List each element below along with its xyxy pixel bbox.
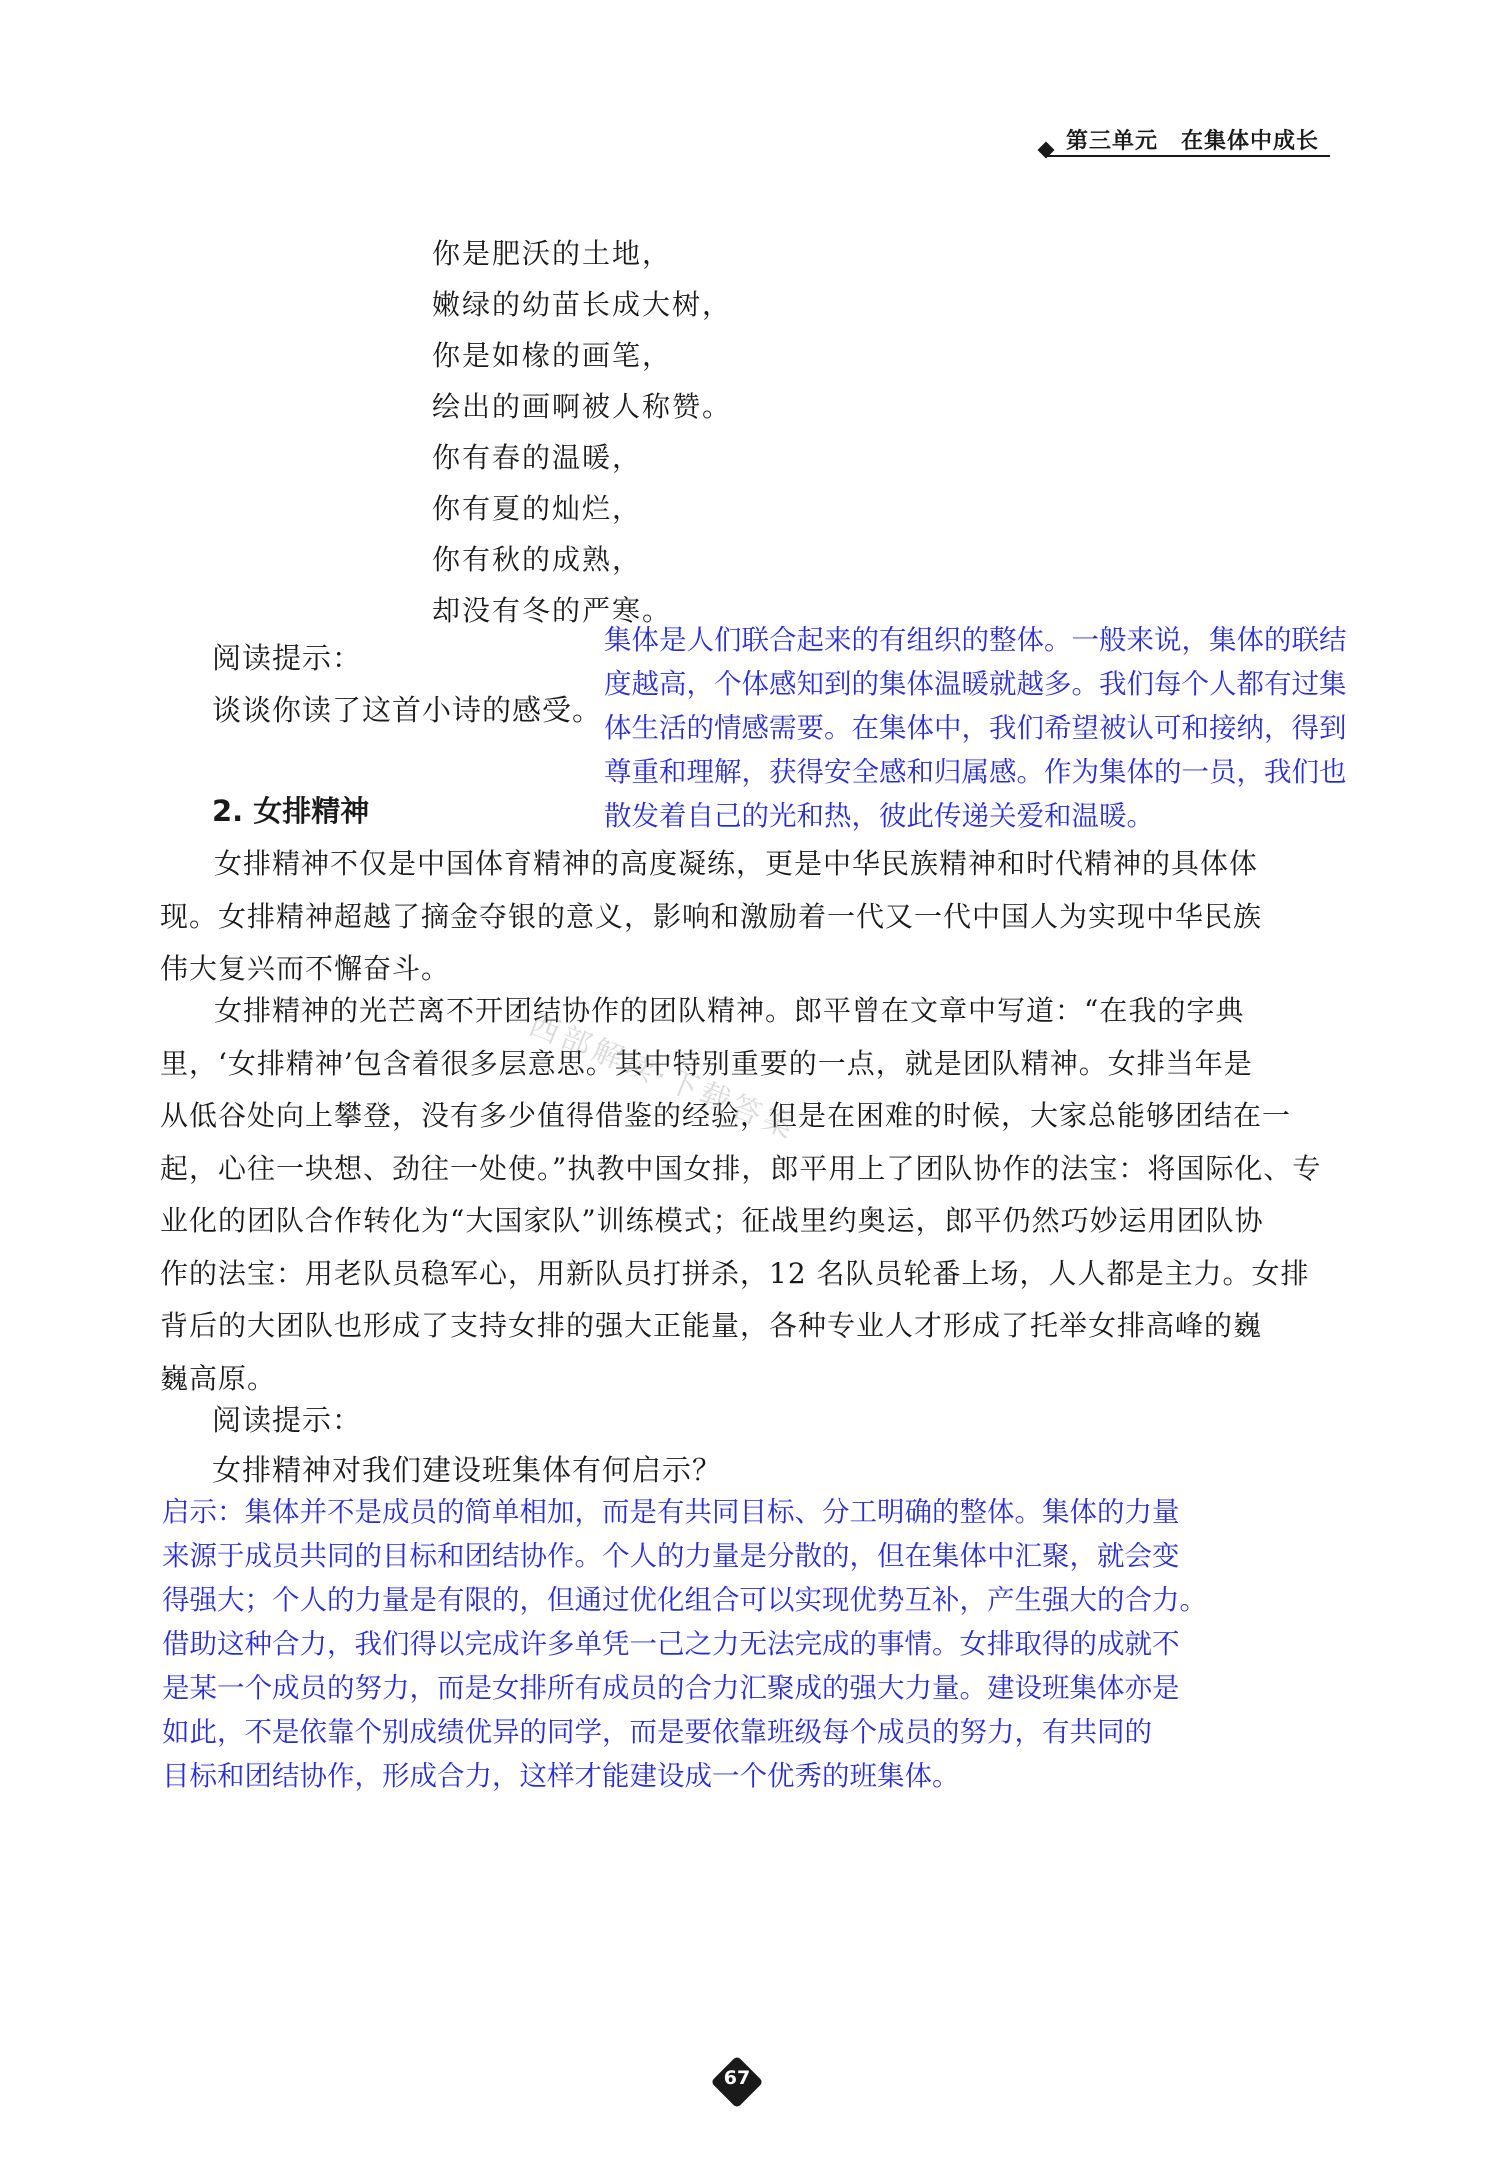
- poem-line: 你有秋的成熟，: [432, 543, 643, 576]
- unit-header: [1040, 124, 1330, 158]
- page-number: [713, 2058, 761, 2106]
- poem-line: 嫩绿的幼苗长成大树，: [432, 288, 733, 321]
- answer-line: 散发着自己的光和热，彼此传递关爱和温暖。: [604, 800, 1154, 832]
- poem-line: 你有春的温暖，: [432, 441, 643, 474]
- reading-hint-label: 阅读提示：: [212, 1403, 363, 1437]
- answer-line: 度越高，个体感知到的集体温暖就越多。我们每个人都有过集: [604, 668, 1347, 700]
- poem-line: 你是如椽的画笔，: [432, 339, 673, 372]
- paragraph-line: 女排精神的光芒离不开团结协作的团队精神。郎平曾在文章中写道：“在我的字典: [214, 994, 1245, 1027]
- answer-block: [162, 1490, 1207, 1798]
- poem-line: 绘出的画啊被人称赞。: [432, 390, 733, 423]
- answer-line: 得强大；个人的力量是有限的，但通过优化组合可以实现优势互补，产生强大的合力。: [162, 1584, 1207, 1616]
- reading-hint-question: 女排精神对我们建设班集体有何启示？: [212, 1453, 723, 1487]
- watermark: 西部解读·下载答案: [523, 1007, 802, 1147]
- answer-line: 体生活的情感需要。在集体中，我们希望被认可和接纳，得到: [604, 712, 1347, 744]
- paragraph: [160, 838, 1330, 996]
- section-title: 2. 女排精神: [212, 794, 370, 828]
- answer-line: 启示：集体并不是成员的简单相加，而是有共同目标、分工明确的整体。集体的力量: [162, 1496, 1180, 1528]
- paragraph-line: 作的法宝：用老队员稳军心，用新队员打拼杀，12 名队员轮番上场，人人都是主力。女排: [160, 1256, 1310, 1290]
- answer-line: 来源于成员共同的目标和团结协作。个人的力量是分散的，但在集体中汇聚，就会变: [162, 1540, 1180, 1572]
- paragraph: [160, 985, 1330, 1405]
- answer-line: 目标和团结协作，形成合力，这样才能建设成一个优秀的班集体。: [162, 1760, 960, 1792]
- paragraph-line: 伟大复兴而不懈奋斗。: [160, 952, 451, 985]
- poem-line: 你有夏的灿烂，: [432, 492, 643, 525]
- paragraph-line: 起，心往一块想、劲往一处使。”执教中国女排，郎平用上了团队协作的法宝：将国际化、专: [160, 1151, 1322, 1185]
- paragraph-line: 现。女排精神超越了摘金夺银的意义，影响和激励着一代又一代中国人为实现中华民族: [160, 899, 1263, 933]
- poem-line: 你是肥沃的土地，: [432, 237, 673, 270]
- answer-line: 集体是人们联合起来的有组织的整体。一般来说，集体的联结: [604, 624, 1347, 656]
- paragraph-line: 背后的大团队也形成了支持女排的强大正能量，各种专业人才形成了托举女排高峰的巍: [160, 1309, 1263, 1342]
- paragraph-line: 从低谷处向上攀登，没有多少值得借鉴的经验，但是在困难的时候，大家总能够团结在一: [160, 1099, 1292, 1132]
- unit-title: 第三单元 在集体中成长: [1066, 129, 1320, 154]
- answer-line: 是某一个成员的努力，而是女排所有成员的合力汇聚成的强大力量。建设班集体亦是: [162, 1672, 1180, 1704]
- answer-line: 借助这种合力，我们得以完成许多单凭一己之力无法完成的事情。女排取得的成就不: [162, 1628, 1180, 1660]
- poem: [432, 228, 732, 636]
- page-number-text: 67: [723, 2067, 751, 2089]
- paragraph-line: 里，‘女排精神’包含着很多层意思。其中特别重要的一点，就是团队精神。女排当年是: [160, 1046, 1253, 1080]
- answer-line: 如此，不是依靠个别成绩优异的同学，而是要依靠班级每个成员的努力，有共同的: [162, 1716, 1152, 1748]
- header-rule: [1046, 155, 1330, 157]
- reading-hint-question: 谈谈你读了这首小诗的感受。: [212, 693, 603, 727]
- paragraph-line: 业化的团队合作转化为“大国家队”训练模式；征战里约奥运，郎平仍然巧妙运用团队协: [160, 1204, 1264, 1237]
- reading-hint-label: 阅读提示：: [212, 641, 363, 675]
- answer-block: [604, 618, 1347, 838]
- poem-line: 却没有冬的严寒。: [432, 594, 673, 627]
- paragraph-line: 巍高原。: [160, 1361, 277, 1395]
- answer-line: 尊重和理解，获得安全感和归属感。作为集体的一员，我们也: [604, 756, 1347, 788]
- paragraph-line: 女排精神不仅是中国体育精神的高度凝练，更是中华民族精神和时代精神的具体体: [214, 847, 1259, 880]
